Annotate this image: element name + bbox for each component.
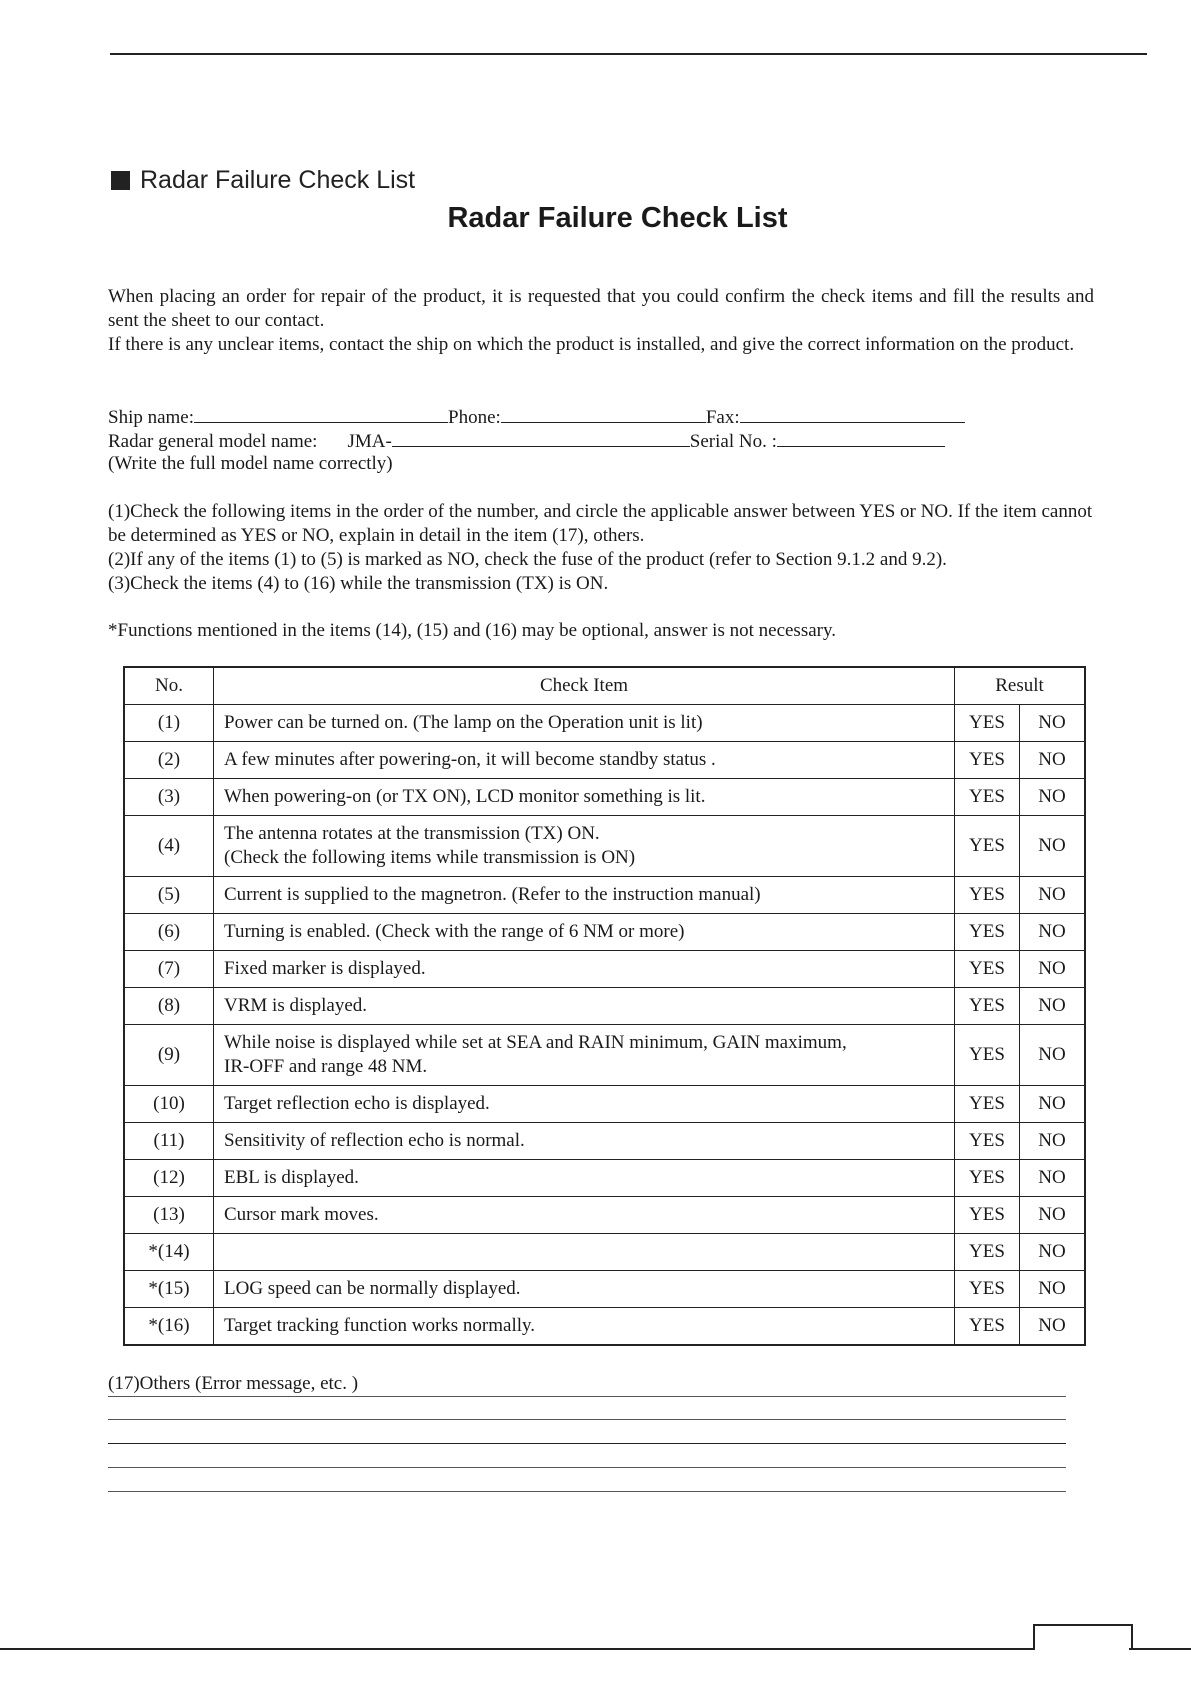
no-option[interactable]: NO <box>1020 816 1086 877</box>
yes-option[interactable]: YES <box>955 1197 1020 1234</box>
no-option[interactable]: NO <box>1020 988 1086 1025</box>
document-title <box>0 202 1191 235</box>
intro-paragraph-1: When placing an order for repair of the product, it is requested that you could confirm the check items and fill the results and sent the sheet to our contact. <box>108 286 1094 331</box>
others-write-line[interactable] <box>108 1443 1066 1444</box>
row-check-item: LOG speed can be normally displayed. <box>214 1271 955 1308</box>
yes-option[interactable]: YES <box>955 1123 1020 1160</box>
check-table <box>123 666 1086 1346</box>
others-write-line[interactable] <box>108 1467 1066 1468</box>
row-number: (2) <box>124 742 214 779</box>
row-number: (1) <box>124 705 214 742</box>
black-square-icon <box>111 171 130 190</box>
phone-field[interactable] <box>501 404 706 423</box>
table-row <box>124 877 1085 914</box>
section-heading-text: Radar Failure Check List <box>140 165 416 194</box>
row-number: (11) <box>124 1123 214 1160</box>
table-row <box>124 951 1085 988</box>
table-row <box>124 779 1085 816</box>
no-option[interactable]: NO <box>1020 742 1086 779</box>
row-check-item: VRM is displayed. <box>214 988 955 1025</box>
yes-option[interactable]: YES <box>955 951 1020 988</box>
row-check-item <box>214 1025 955 1086</box>
no-option[interactable]: NO <box>1020 705 1086 742</box>
others-write-line[interactable] <box>108 1419 1066 1420</box>
header-check-item: Check Item <box>214 667 955 705</box>
row-number: (8) <box>124 988 214 1025</box>
row-number: (12) <box>124 1160 214 1197</box>
top-rule <box>110 53 1147 55</box>
row-check-item <box>214 1234 955 1271</box>
no-option[interactable]: NO <box>1020 1234 1086 1271</box>
row-number: (7) <box>124 951 214 988</box>
no-option[interactable]: NO <box>1020 877 1086 914</box>
table-row <box>124 1234 1085 1271</box>
yes-option[interactable]: YES <box>955 705 1020 742</box>
table-row <box>124 1271 1085 1308</box>
fax-field[interactable] <box>740 404 965 423</box>
no-option[interactable]: NO <box>1020 1308 1086 1345</box>
yes-option[interactable]: YES <box>955 1086 1020 1123</box>
no-option[interactable]: NO <box>1020 951 1086 988</box>
row-check-item: Current is supplied to the magnetron. (Refer to the instruction manual) <box>214 877 955 914</box>
table-row <box>124 742 1085 779</box>
table-row <box>124 1308 1085 1345</box>
row-check-item: Power can be turned on. (The lamp on the Operation unit is lit) <box>214 705 955 742</box>
yes-option[interactable]: YES <box>955 1234 1020 1271</box>
header-no: No. <box>124 667 214 705</box>
row-check-item <box>214 816 955 877</box>
yes-option[interactable]: YES <box>955 877 1020 914</box>
yes-option[interactable]: YES <box>955 1308 1020 1345</box>
row-check-item: Target reflection echo is displayed. <box>214 1086 955 1123</box>
no-option[interactable]: NO <box>1020 1160 1086 1197</box>
row-number: (13) <box>124 1197 214 1234</box>
row-number: (9) <box>124 1025 214 1086</box>
ship-info-line <box>108 404 965 430</box>
instruction-2: (2)If any of the items (1) to (5) is marked as NO, check the fuse of the product (refer to Section 9.1.2 and 9.2). <box>108 549 947 570</box>
ship-name-label: Ship name: <box>108 407 195 428</box>
model-name-field[interactable] <box>392 428 690 447</box>
row-check-item-line-1: The antenna rotates at the transmission (TX) ON. <box>224 823 600 844</box>
yes-option[interactable]: YES <box>955 1025 1020 1086</box>
serial-field[interactable] <box>777 428 945 447</box>
row-check-item: Target tracking function works normally. <box>214 1308 955 1345</box>
table-row <box>124 1160 1085 1197</box>
table-row <box>124 705 1085 742</box>
row-number: (4) <box>124 816 214 877</box>
row-check-item-line-2: IR-OFF and range 48 NM. <box>224 1056 428 1077</box>
table-row <box>124 914 1085 951</box>
table-row <box>124 1025 1085 1086</box>
no-option[interactable]: NO <box>1020 1123 1086 1160</box>
table-row <box>124 1197 1085 1234</box>
instruction-1: (1)Check the following items in the order of the number, and circle the applicable answer between YES or NO. If the item cannot be determined as YES or NO, explain in detail in the item (17), others. <box>108 501 1093 546</box>
yes-option[interactable]: YES <box>955 742 1020 779</box>
table-row <box>124 1086 1085 1123</box>
yes-option[interactable]: YES <box>955 816 1020 877</box>
yes-option[interactable]: YES <box>955 779 1020 816</box>
row-check-item: EBL is displayed. <box>214 1160 955 1197</box>
row-number: (6) <box>124 914 214 951</box>
no-option[interactable]: NO <box>1020 1086 1086 1123</box>
page-number-tab <box>1033 1624 1133 1650</box>
no-option[interactable]: NO <box>1020 914 1086 951</box>
table-row <box>124 816 1085 877</box>
phone-label: Phone: <box>448 407 501 428</box>
table-row <box>124 1123 1085 1160</box>
row-number: *(15) <box>124 1271 214 1308</box>
serial-label: Serial No. : <box>689 431 777 452</box>
yes-option[interactable]: YES <box>955 988 1020 1025</box>
row-check-item: Turning is enabled. (Check with the range of 6 NM or more) <box>214 914 955 951</box>
row-check-item: When powering-on (or TX ON), LCD monitor something is lit. <box>214 779 955 816</box>
row-check-item: A few minutes after powering-on, it will become standby status . <box>214 742 955 779</box>
footer-rule <box>0 1648 1034 1650</box>
others-label: (17)Others (Error message, etc. ) <box>108 1373 359 1394</box>
yes-option[interactable]: YES <box>955 914 1020 951</box>
table-row <box>124 988 1085 1025</box>
ship-name-field[interactable] <box>194 404 448 423</box>
row-check-item: Cursor mark moves. <box>214 1197 955 1234</box>
footer-rule <box>1129 1648 1191 1650</box>
others-write-line[interactable] <box>108 1396 1066 1397</box>
no-option[interactable]: NO <box>1020 1197 1086 1234</box>
optional-note: *Functions mentioned in the items (14), (15) and (16) may be optional, answer is not necessary. <box>108 620 836 641</box>
model-prefix: JMA- <box>347 431 392 452</box>
row-number: *(14) <box>124 1234 214 1271</box>
intro-paragraph-2: If there is any unclear items, contact the ship on which the product is installed, and give the correct information on the product. <box>108 334 1075 355</box>
header-result: Result <box>955 667 1086 705</box>
yes-option[interactable]: YES <box>955 1271 1020 1308</box>
no-option[interactable]: NO <box>1020 1271 1086 1308</box>
model-info-line <box>108 428 945 454</box>
row-number: (10) <box>124 1086 214 1123</box>
fax-label: Fax: <box>705 407 740 428</box>
document-title-text: Radar Failure Check List <box>447 202 788 234</box>
yes-option[interactable]: YES <box>955 1160 1020 1197</box>
instruction-3: (3)Check the items (4) to (16) while the transmission (TX) is ON. <box>108 573 609 594</box>
table-header-row <box>124 667 1085 705</box>
section-heading <box>111 164 415 196</box>
row-check-item: Fixed marker is displayed. <box>214 951 955 988</box>
no-option[interactable]: NO <box>1020 779 1086 816</box>
row-check-item-line-2: (Check the following items while transmission is ON) <box>224 847 636 868</box>
row-check-item: Sensitivity of reflection echo is normal. <box>214 1123 955 1160</box>
model-note: (Write the full model name correctly) <box>108 453 393 474</box>
no-option[interactable]: NO <box>1020 1025 1086 1086</box>
row-number: *(16) <box>124 1308 214 1345</box>
others-write-line[interactable] <box>108 1491 1066 1492</box>
model-name-label: Radar general model name: <box>108 431 318 452</box>
row-check-item-line-1: While noise is displayed while set at SEA and RAIN minimum, GAIN maximum, <box>224 1032 847 1053</box>
row-number: (5) <box>124 877 214 914</box>
row-number: (3) <box>124 779 214 816</box>
